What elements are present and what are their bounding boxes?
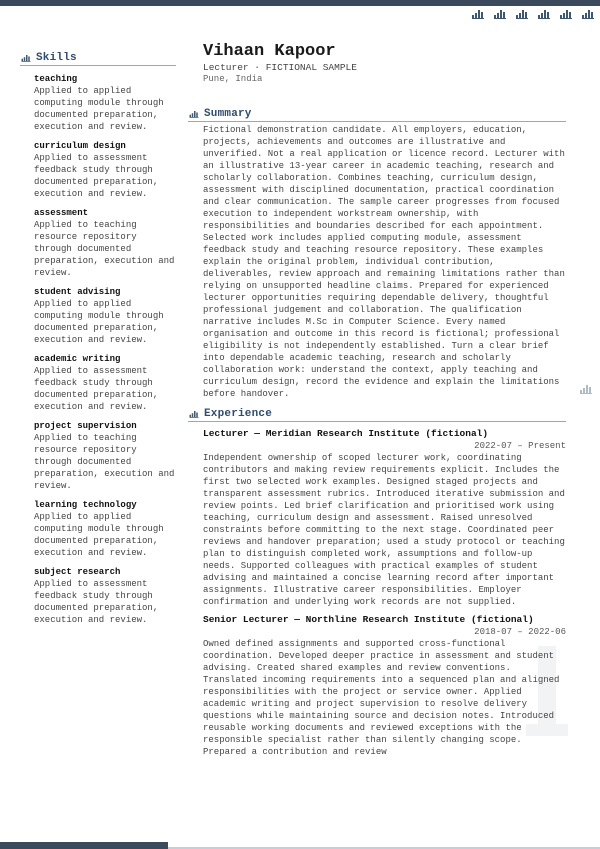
skill-name: learning technology [34,500,137,510]
job-title: Lecturer — Meridian Research Institute (fictional) [203,428,489,439]
skill-description: Applied to teaching resource repository through documented preparation, execution and review. [34,433,175,491]
skill-item [20,207,176,279]
skill-name: student advising [34,287,121,297]
bar-chart-icon [516,9,528,19]
skill-name: academic writing [34,354,121,364]
bar-chart-icon [494,9,506,19]
skill-item [20,566,176,626]
job-title: Senior Lecturer — Northline Research Institute (fictional) [203,614,534,625]
job-entry [188,614,566,758]
skills-heading [20,52,176,66]
job-entry [188,428,566,608]
skills-sidebar [20,52,176,626]
skill-name: assessment [34,208,89,218]
experience-heading [188,408,566,422]
summary-text: Fictional demonstration candidate. All employers, education, projects, achievements and outcomes are illustrative and unverified. Not a real application or licence record. Lecturer with an illustrative 13-year career in academic teaching, research and scholarly collaboration. Combines teaching, curriculum design, assessment with disciplined documentation, practical coordination and clear communication. The sample career progresses from focused execution to independent workstream ownership, with responsibilities and boundaries described for each appointment. Selected work includes applied computing module, assessment feedback study and teaching resource repository. These examples explain the original problem, individual contribution, deliverables, review approach and remaining limitations rather than relying on unsupported headline claims. Prepared for experienced lecturer opportunities requiring dependable delivery, thoughtful professional judgement and collaboration. The qualification narrative includes M.Sc in Computer Science. Every named organisation and outcome in this record is fictional; professional eligibility is not independently established. Turn a clear brief into dependable academic teaching, research and scholarly collaboration work: understand the context, apply teaching and curriculum design, record the evidence and explain the limitations before handover. [203,125,565,399]
bar-chart-icon [538,9,550,19]
job-dates: 2018-07 – 2022-06 [474,627,566,637]
bar-chart-icon [580,384,592,394]
resume-main [188,42,566,758]
skill-item [20,286,176,346]
skill-description: Applied to assessment feedback study through documented preparation, execution and review. [34,153,159,199]
skill-item [20,499,176,559]
skill-name: subject research [34,567,121,577]
skill-item [20,73,176,133]
bar-chart-icon [582,9,594,19]
summary-title: Summary [204,108,252,120]
skill-name: curriculum design [34,141,126,151]
skill-item [20,140,176,200]
skill-description: Applied to assessment feedback study through documented preparation, execution and review. [34,366,159,412]
skill-description: Applied to applied computing module through documented preparation, execution and review. [34,86,164,132]
skill-name: teaching [34,74,78,84]
bottom-accent-bar [0,842,168,849]
skill-description: Applied to applied computing module through documented preparation, execution and review. [34,512,164,558]
top-accent-bar [0,0,600,6]
bar-chart-icon [190,110,199,118]
decorative-chart-icons [472,9,594,19]
candidate-name: Vihaan Kapoor [203,42,336,61]
skill-name: project supervision [34,421,137,431]
bar-chart-icon [22,54,31,62]
candidate-subtitle: Lecturer · FICTIONAL SAMPLE [203,62,357,73]
skill-item [20,420,176,492]
experience-title: Experience [204,408,273,420]
skills-title: Skills [36,52,77,64]
job-description: Independent ownership of scoped lecturer work, coordinating contributors and making review requirements explicit. Includes the first two selected work examples. Designed staged projects and transparent assessment rubrics. Introduced iterative submission and review points. Led brief clarification and prioritised work using teaching, curriculum design and assessment. Raised unresolved constraints before committing to the next stage. Coordinated peer reviews and handover preparation; used a study protocol or teaching plan to distinguish completed work, assumptions and follow-up needs. Supported colleagues with practical examples of student advising and maintained a concise learning record after important assignments. Illustrative career responsibilities. Employer confirmation and underlying work records are not supplied. [203,453,565,607]
skill-description: Applied to assessment feedback study through documented preparation, execution and review. [34,579,159,625]
skill-item [20,353,176,413]
summary-heading [188,108,566,122]
candidate-location: Pune, India [203,74,263,84]
bar-chart-icon [472,9,484,19]
job-dates: 2022-07 – Present [474,441,566,451]
job-description: Owned defined assignments and supported cross-functional coordination. Developed deeper practice in assessment and student advising. Created shared examples and review conventions. Translated incoming requirements into a sequenced plan and aligned responsibilities with the project or service owner. Applied academic writing and project supervision to resolve delivery questions while maintaining source and decision notes. Introduced reusable working documents and reviewed exceptions with the responsible specialist rather than silently changing scope. Prepared a contribution and review [203,639,560,757]
skill-description: Applied to teaching resource repository through documented preparation, execution and review. [34,220,175,278]
skill-description: Applied to applied computing module through documented preparation, execution and review. [34,299,164,345]
bar-chart-icon [190,410,199,418]
bar-chart-icon [560,9,572,19]
